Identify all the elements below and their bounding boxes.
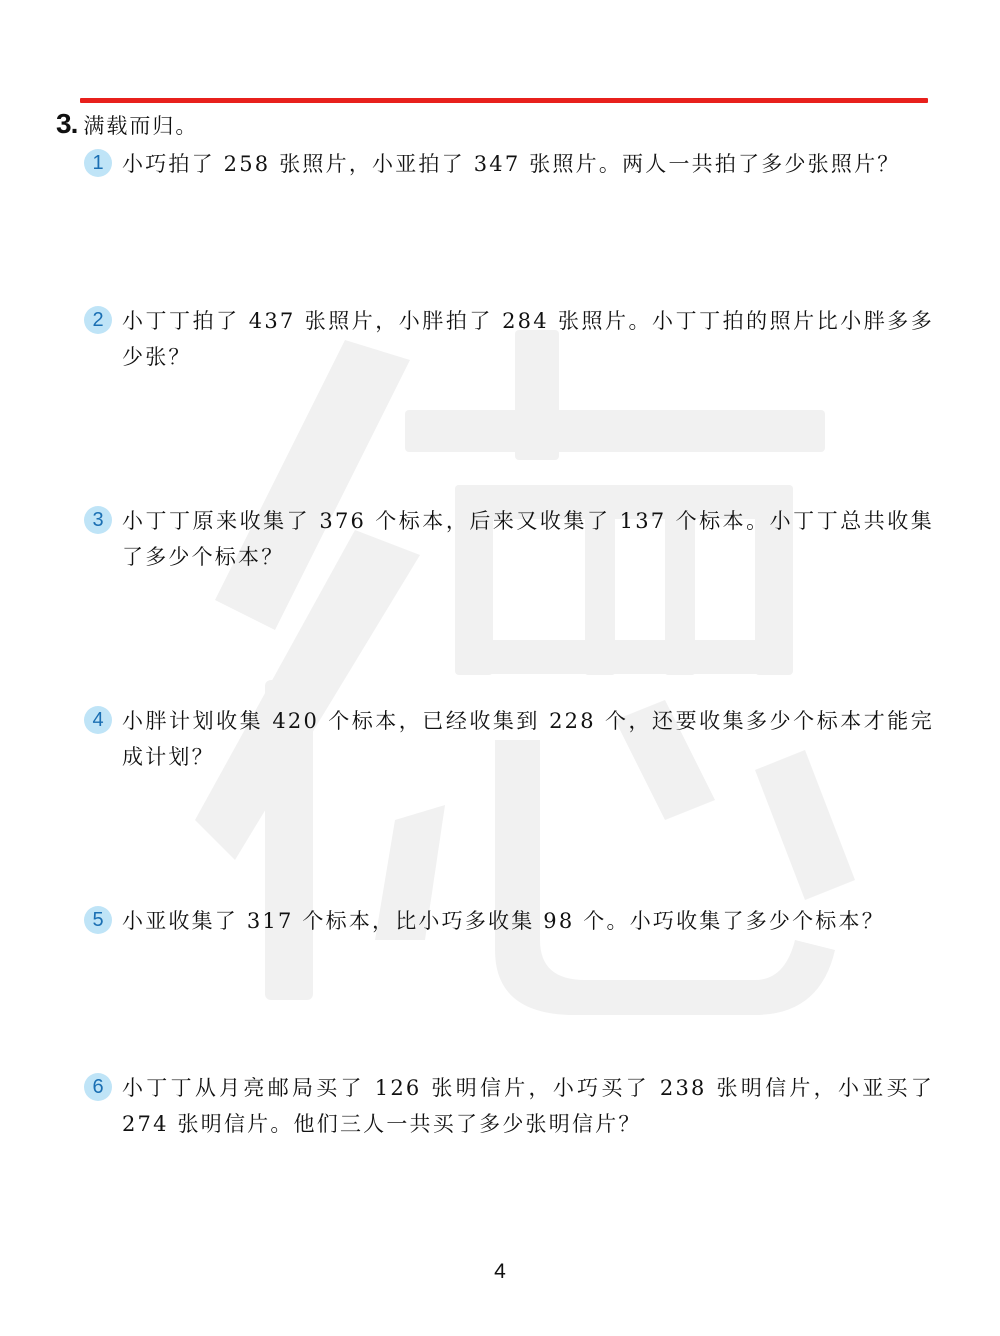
section-divider-line [80,98,928,103]
question-number-badge: 4 [84,706,112,734]
page-number: 4 [494,1260,506,1283]
question-text: 小丁丁原来收集了 376 个标本，后来又收集了 137 个标本。小丁丁总共收集了多少个标本？ [122,509,934,569]
question-text: 小胖计划收集 420 个标本，已经收集到 228 个，还要收集多少个标本才能完成计划？ [122,709,934,769]
question-text: 小亚收集了 317 个标本，比小巧多收集 98 个。小巧收集了多少个标本？ [122,909,885,933]
question-number-badge: 5 [84,906,112,934]
question-number-badge: 3 [84,506,112,534]
question-number-badge: 6 [84,1073,112,1101]
question-text: 小丁丁拍了 437 张照片，小胖拍了 284 张照片。小丁丁拍的照片比小胖多多少张？ [122,309,934,369]
section-title: 满载而归。 [83,114,199,138]
question-text: 小丁丁从月亮邮局买了 126 张明信片，小巧买了 238 张明信片，小亚买了 274 张明信片。他们三人一共买了多少张明信片？ [122,1076,934,1136]
question-number-badge: 2 [84,306,112,334]
question-text: 小巧拍了 258 张照片，小亚拍了 347 张照片。两人一共拍了多少张照片？ [122,152,901,176]
section-number: 3. [56,108,78,139]
question-number-badge: 1 [84,149,112,177]
section-heading [56,108,198,140]
